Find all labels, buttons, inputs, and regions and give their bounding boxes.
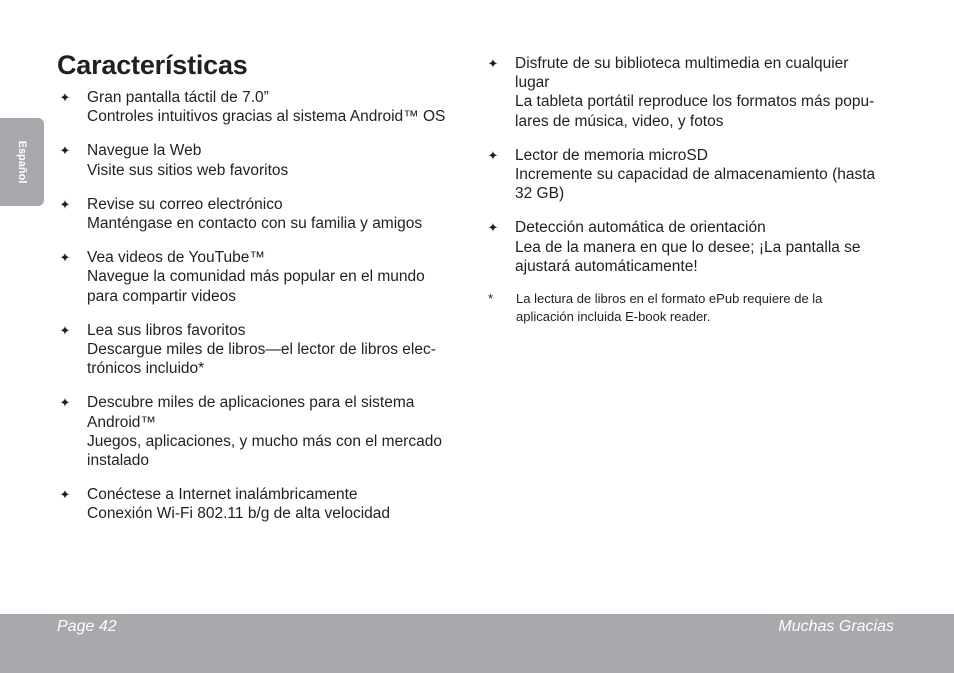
feature-line: lares de música, video, y fotos [515, 112, 724, 130]
feature-item [486, 146, 896, 204]
language-tab-label: Español [16, 140, 28, 184]
feature-line: Descargue miles de libros—el lector de libros elec- [87, 341, 436, 359]
footer-section-title: Muchas Gracias [778, 618, 894, 635]
feature-item [486, 54, 896, 131]
feature-line: Navegue la comunidad más popular en el mundo [87, 268, 425, 286]
feature-line: Manténgase en contacto con su familia y amigos [87, 215, 423, 233]
feature-line: Lector de memoria microSD [515, 146, 708, 164]
star-bullet-icon: ✦ [59, 250, 71, 266]
feature-line: La tableta portátil reproduce los formatos más popu- [515, 93, 875, 111]
page-title: Características [57, 50, 248, 80]
feature-line: Revise su correo electrónico [87, 195, 283, 213]
feature-item [58, 88, 468, 126]
star-bullet-icon: ✦ [487, 56, 499, 71]
features-list-right-items [486, 54, 896, 276]
features-list-left [58, 88, 468, 524]
star-bullet-icon: ✦ [59, 90, 71, 105]
feature-item [58, 195, 468, 233]
feature-line: lugar [515, 74, 550, 92]
feature-line: Disfrute de su biblioteca multimedia en cualquier [515, 55, 849, 72]
feature-line: Conexión Wi-Fi 802.11 b/g de alta velocidad [87, 505, 390, 523]
feature-line: ajustará automáticamente! [515, 257, 698, 275]
star-bullet-icon: ✦ [59, 395, 71, 411]
star-bullet-icon: ✦ [59, 196, 71, 212]
feature-item [58, 321, 468, 379]
feature-line: Android™ [87, 413, 156, 431]
feature-line: Gran pantalla táctil de 7.0” [87, 89, 269, 106]
feature-line: Navegue la Web [87, 142, 202, 160]
page-footer [0, 614, 954, 673]
features-list-right [486, 54, 896, 325]
feature-line: Controles intuitivos gracias al sistema Android™ OS [87, 108, 446, 126]
feature-item [58, 485, 468, 523]
feature-line: Incremente su capacidad de almacenamiento (hasta [515, 166, 876, 184]
feature-line: trónicos incluido* [87, 360, 205, 378]
star-bullet-icon: ✦ [59, 322, 71, 338]
footnote-mark: * [488, 291, 494, 307]
feature-item [486, 218, 896, 276]
feature-line: Lea de la manera en que lo desee; ¡La pantalla se [515, 238, 861, 256]
feature-item [58, 141, 468, 179]
feature-line: para compartir videos [87, 287, 237, 305]
feature-item [58, 248, 468, 306]
feature-line: Lea sus libros favoritos [87, 321, 246, 339]
footnote-line: La lectura de libros en el formato ePub requiere de la [516, 291, 823, 307]
footnote [486, 290, 896, 325]
feature-line: Juegos, aplicaciones, y mucho más con el mercado [87, 432, 442, 450]
feature-line: 32 GB) [515, 185, 565, 203]
star-bullet-icon: ✦ [59, 143, 71, 159]
feature-line: Vea videos de YouTube™ [87, 249, 265, 267]
feature-line: Detección automática de orientación [515, 219, 766, 237]
feature-line: instalado [87, 452, 150, 470]
star-bullet-icon: ✦ [59, 487, 71, 503]
language-tab [0, 118, 44, 206]
feature-line: Visite sus sitios web favoritos [87, 161, 289, 179]
feature-line: Conéctese a Internet inalámbricamente [87, 486, 358, 504]
feature-line: Descubre miles de aplicaciones para el sistema [87, 394, 415, 412]
star-bullet-icon: ✦ [487, 147, 499, 163]
feature-item [58, 393, 468, 470]
footnote-line: aplicación incluida E-book reader. [516, 308, 711, 324]
star-bullet-icon: ✦ [487, 220, 499, 236]
page-number: Page 42 [57, 618, 117, 635]
